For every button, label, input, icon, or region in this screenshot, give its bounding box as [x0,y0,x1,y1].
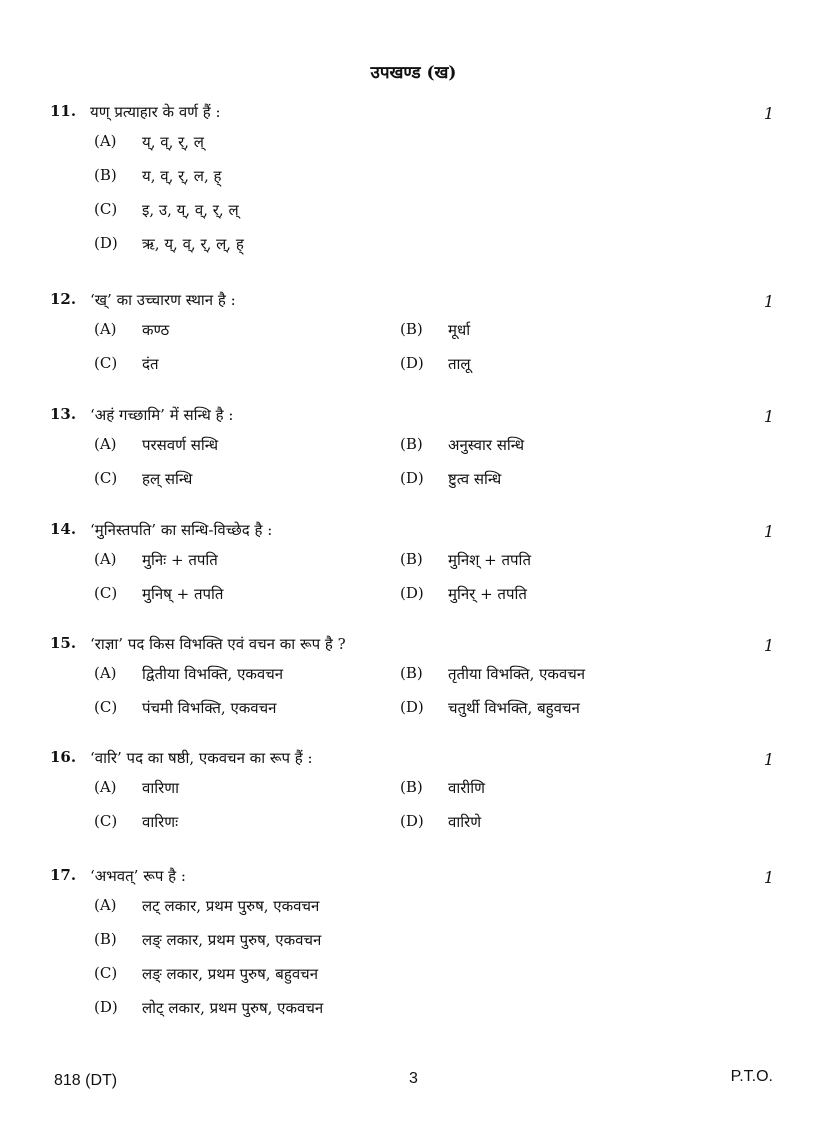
question-number: 17. [50,866,77,884]
marks: 1 [763,407,774,426]
option-text: ष्टुत्व सन्धि [448,470,502,488]
option-label: (B) [400,320,423,338]
question-number: 13. [50,405,77,423]
question-14 [50,520,780,618]
option-label: (C) [94,469,118,487]
option-text: अनुस्वार सन्धि [448,436,525,454]
question-17 [50,866,780,1032]
question-text: ‘वारि’ पद का षष्ठी, एकवचन का रूप हैं : [90,749,313,767]
option-text: य, व्, र्, ल, ह् [142,167,222,185]
option-text: मुनिः + तपति [142,551,218,569]
pto-label: P.T.O. [730,1068,773,1085]
option-label: (A) [94,664,117,682]
option-text: परसवर्ण सन्धि [142,436,219,454]
option-label: (A) [94,778,117,796]
question-number: 15. [50,634,77,652]
option-text: लङ् लकार, प्रथम पुरुष, एकवचन [142,931,322,949]
option-label: (D) [400,469,424,487]
option-text: द्वितीया विभक्ति, एकवचन [142,665,284,683]
question-number: 12. [50,290,77,308]
question-text: ‘ख्’ का उच्चारण स्थान है : [90,291,236,309]
option-label: (C) [94,200,118,218]
option-d [50,998,780,1032]
question-text: यण् प्रत्याहार के वर्ण हैं : [90,103,221,121]
option-c [50,964,780,998]
option-label: (D) [94,998,118,1016]
option-label: (B) [400,778,423,796]
option-a [50,132,780,166]
option-text: इ, उ, य्, व्, र्, ल् [142,201,239,219]
option-label: (C) [94,584,118,602]
marks: 1 [763,104,774,123]
option-d [50,234,780,268]
option-c [50,200,780,234]
option-label: (A) [94,435,117,453]
option-label: (C) [94,812,118,830]
option-label: (A) [94,320,117,338]
question-number: 14. [50,520,77,538]
option-text: हल् सन्धि [142,470,193,488]
option-label: (C) [94,964,118,982]
option-label: (A) [94,896,117,914]
option-b [50,166,780,200]
option-text: तृतीया विभक्ति, एकवचन [448,665,586,683]
option-label: (A) [94,550,117,568]
option-text: मुनिर् + तपति [448,585,527,603]
option-label: (B) [400,664,423,682]
option-text: तालू [448,355,471,373]
option-b [50,930,780,964]
option-text: वारीणि [448,779,485,797]
option-label: (B) [400,550,423,568]
page-number: 3 [409,1070,418,1087]
option-text: कण्ठ [142,321,170,339]
option-text: वारिणे [448,813,482,831]
option-label: (D) [400,584,424,602]
question-number: 11. [50,102,77,120]
marks: 1 [763,636,774,655]
option-text: य्, व्, र्, ल् [142,133,204,151]
marks: 1 [763,750,774,769]
question-text: ‘राज्ञा’ पद किस विभक्ति एवं वचन का रूप है ? [90,635,346,653]
option-text: पंचमी विभक्ति, एकवचन [142,699,277,717]
option-text: मुनिश् + तपति [448,551,531,569]
option-label: (D) [400,812,424,830]
section-title: उपखण्ड (ख) [370,63,457,83]
option-label: (C) [94,354,118,372]
option-label: (A) [94,132,117,150]
paper-code: 818 (DT) [54,1072,118,1089]
option-text: वारिणा [142,779,179,797]
question-16 [50,748,780,846]
option-label: (C) [94,698,118,716]
question-text: ‘अहं गच्छामि’ में सन्धि है : [90,406,234,424]
option-label: (B) [400,435,423,453]
question-text: ‘अभवत्’ रूप है : [90,867,186,885]
option-text: दंत [142,355,159,373]
question-number: 16. [50,748,77,766]
marks: 1 [763,868,774,887]
marks: 1 [763,292,774,311]
option-text: चतुर्थी विभक्ति, बहुवचन [448,699,580,717]
option-label: (D) [400,698,424,716]
option-text: मुनिष् + तपति [142,585,224,603]
option-text: लङ् लकार, प्रथम पुरुष, बहुवचन [142,965,319,983]
option-text: ऋ, य्, व्, र्, ल्, ह् [142,235,244,253]
option-label: (B) [94,930,117,948]
marks: 1 [763,522,774,541]
option-text: लट् लकार, प्रथम पुरुष, एकवचन [142,897,320,915]
question-13 [50,405,780,503]
question-12 [50,290,780,388]
option-a [50,896,780,930]
option-label: (D) [400,354,424,372]
option-label: (B) [94,166,117,184]
question-text: ‘मुनिस्तपति’ का सन्धि-विच्छेद है : [90,521,273,539]
option-text: मूर्धा [448,321,471,339]
question-15 [50,634,780,732]
question-11 [50,102,780,268]
option-text: वारिणः [142,813,179,831]
option-label: (D) [94,234,118,252]
option-text: लोट् लकार, प्रथम पुरुष, एकवचन [142,999,324,1017]
